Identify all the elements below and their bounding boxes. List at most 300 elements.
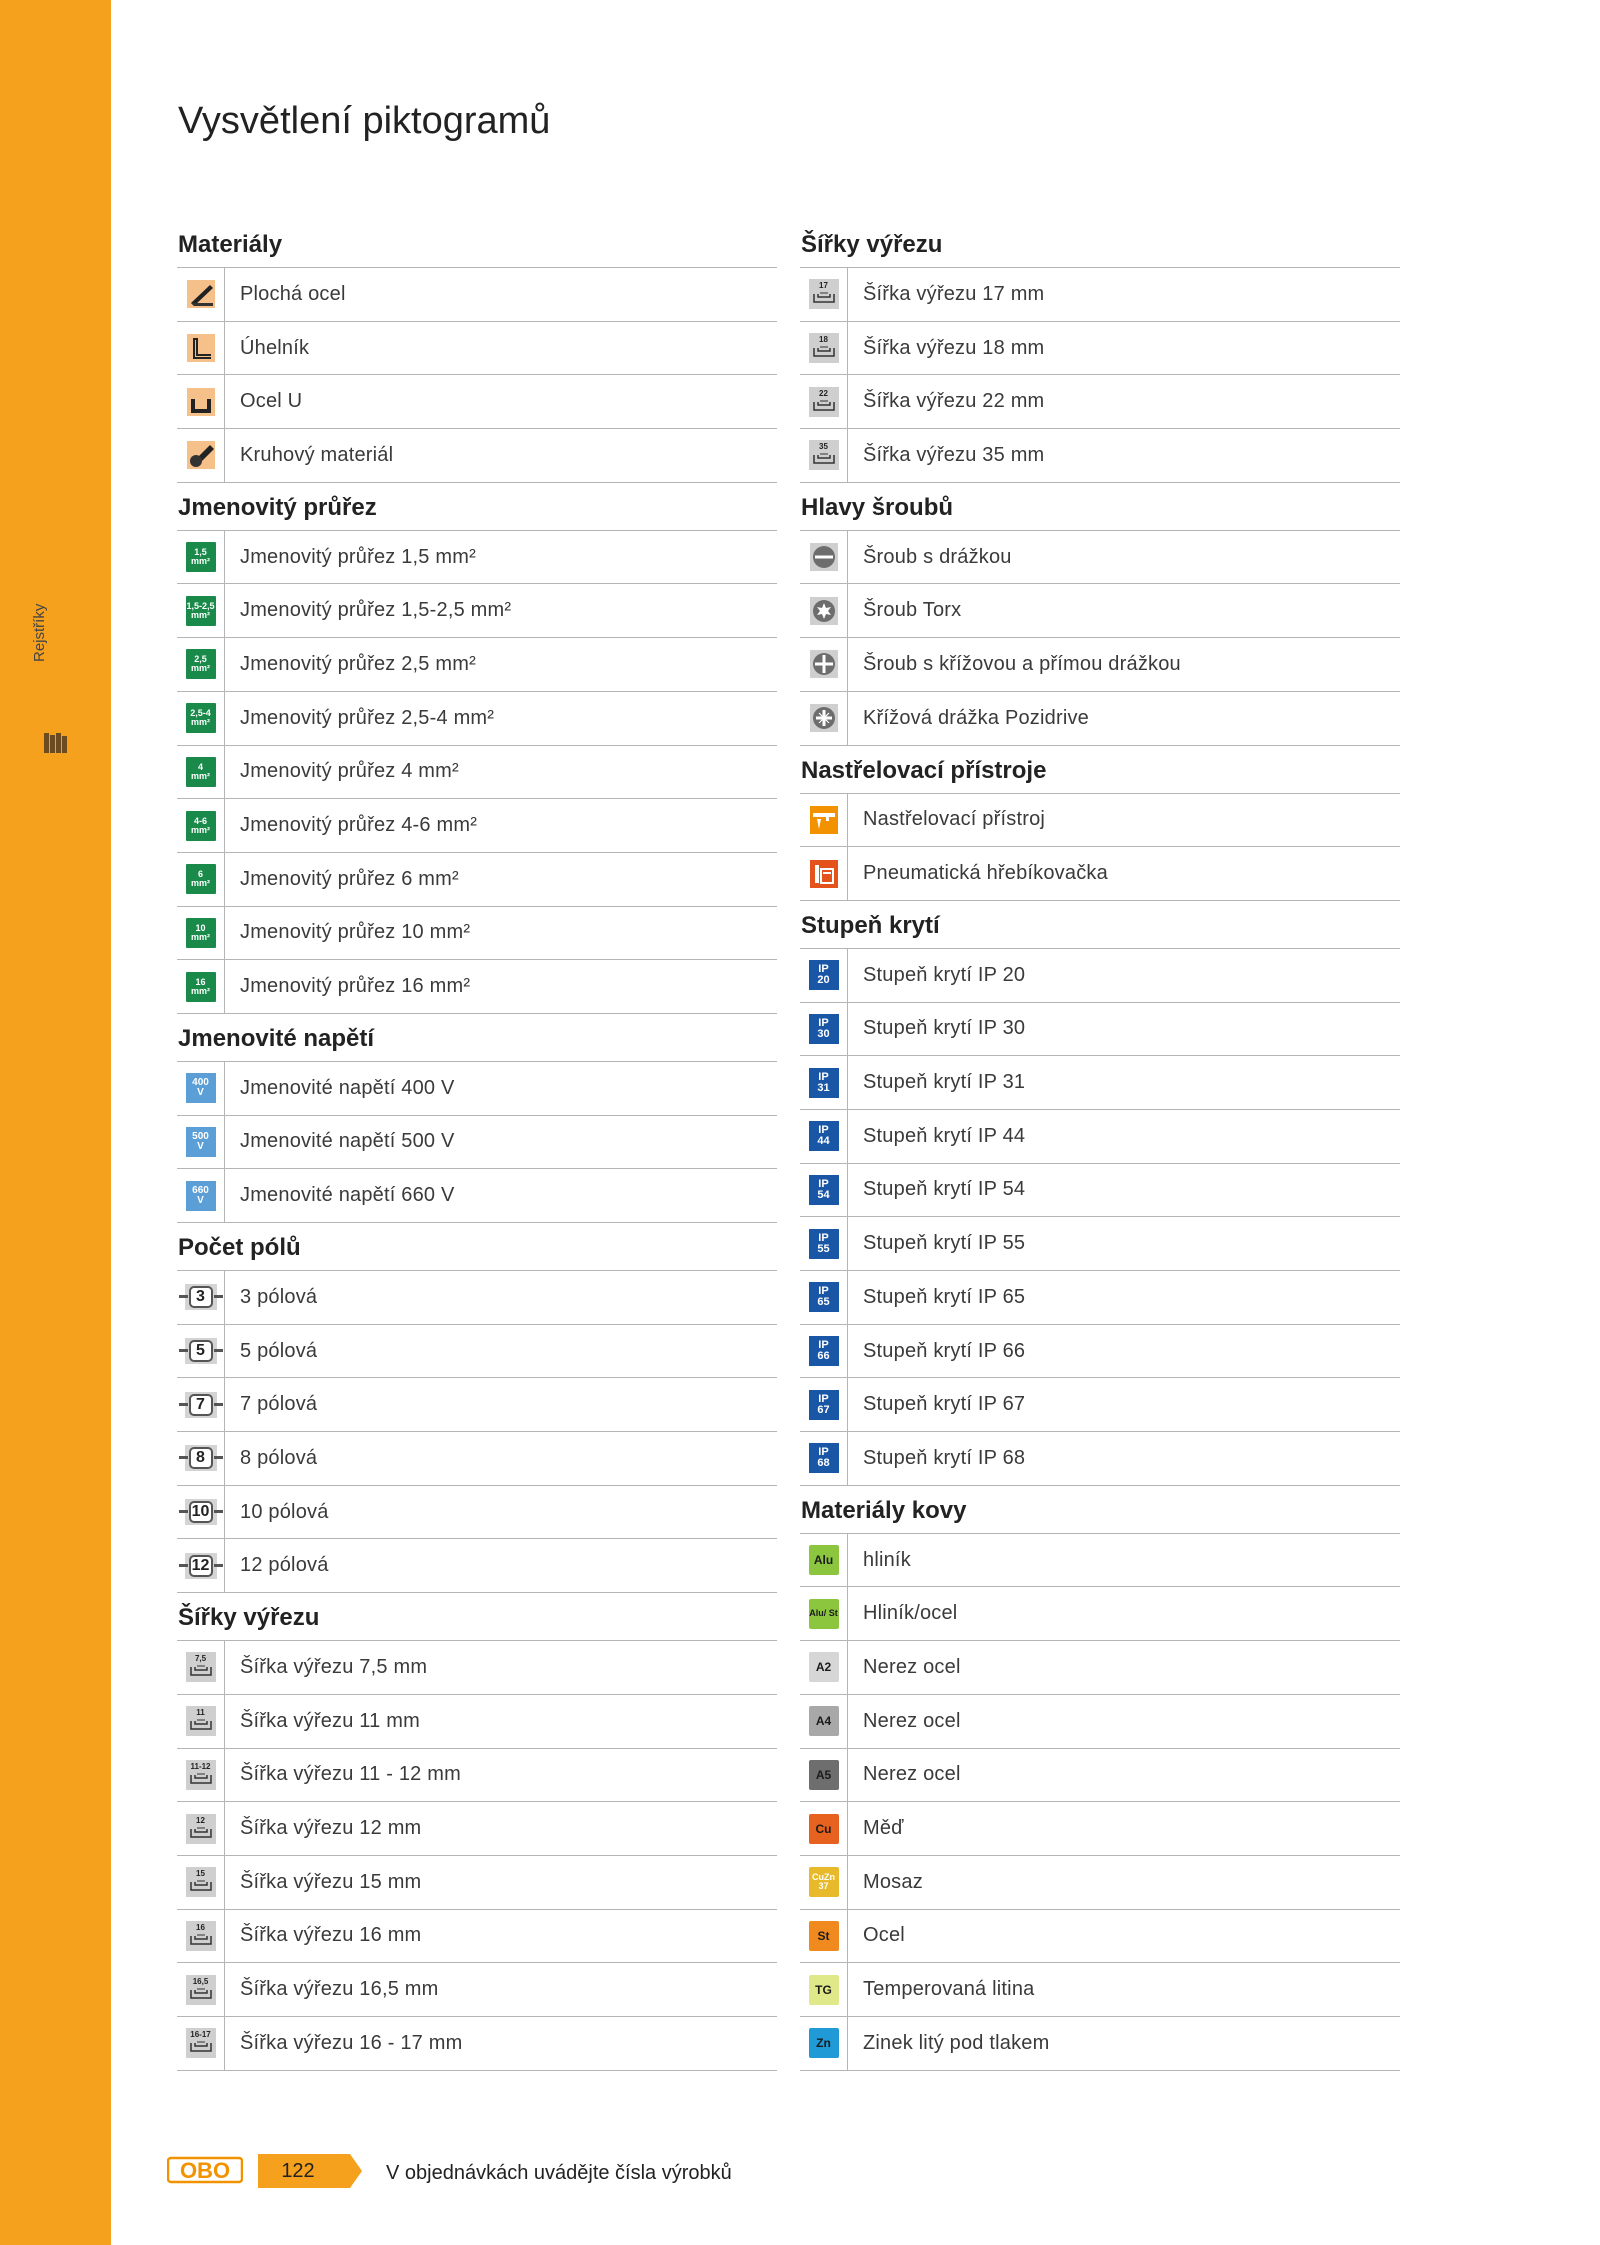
legend-row: [177, 1910, 777, 1964]
row-label: Šířka výřezu 11 mm: [240, 1709, 420, 1732]
legend-row: [177, 1749, 777, 1803]
row-label: 8 pólová: [240, 1446, 318, 1469]
icon-cell: [800, 1802, 848, 1855]
cross-section-icon: [186, 864, 216, 894]
row-label: Jmenovitý průřez 2,5-4 mm²: [240, 706, 495, 729]
cross-section-icon: [186, 542, 216, 572]
row-label: Šířka výřezu 18 mm: [863, 336, 1045, 359]
footer-note: V objednávkách uvádějte čísla výrobků: [386, 2162, 732, 2184]
cutout-shape-icon: [190, 1717, 212, 1735]
unit-mm2: mm²: [190, 609, 210, 620]
unit-mm2: mm²: [190, 770, 210, 781]
cutout-width-value: 35: [819, 442, 828, 452]
pole-count-value: 8: [196, 1449, 205, 1467]
row-label: Kruhový materiál: [240, 443, 394, 466]
legend-row: [800, 584, 1400, 638]
section-heading: Počet pólů: [177, 1223, 777, 1271]
cutout-width-value: 7,5: [194, 1654, 207, 1664]
icon-cell: [800, 1432, 848, 1485]
legend-row: [177, 907, 777, 961]
cutout-width-icon: [186, 1760, 216, 1790]
legend-row: [800, 531, 1400, 585]
cutout-width-icon: [809, 279, 839, 309]
cutout-width-icon: [186, 2028, 216, 2058]
cross-section-value: 1,5: [194, 547, 207, 558]
ip-rating-icon: [809, 1282, 839, 1312]
cutout-shape-icon: [813, 290, 835, 308]
row-label: Plochá ocel: [240, 282, 346, 305]
cutout-width-icon: [809, 387, 839, 417]
pole-count-icon: [179, 1497, 223, 1527]
legend-row: [177, 1539, 777, 1593]
section-heading: Šířky výřezu: [177, 1593, 777, 1641]
icon-cell: [800, 268, 848, 321]
legend-row: [177, 2017, 777, 2071]
legend-row: [800, 847, 1400, 901]
cross-section-value: 2,5: [194, 654, 207, 665]
ip-rating-icon: [809, 1014, 839, 1044]
section-heading: Jmenovité napětí: [177, 1014, 777, 1062]
legend-row: [800, 375, 1400, 429]
cutout-width-icon: [186, 1921, 216, 1951]
row-label: Šířka výřezu 16 mm: [240, 1924, 422, 1947]
row-label: 7 pólová: [240, 1393, 318, 1416]
voltage-icon: [186, 1127, 216, 1157]
legend-row: [800, 322, 1400, 376]
metal-icon: [809, 1760, 839, 1790]
row-label: Jmenovitý průřez 16 mm²: [240, 975, 471, 998]
legend-row: [177, 268, 777, 322]
row-label: Temperovaná litina: [863, 1978, 1035, 2001]
unit-volt: V: [197, 1194, 204, 1206]
cutout-width-icon: [186, 1706, 216, 1736]
voltage-value: 400: [192, 1077, 209, 1089]
logo-text: OBO: [179, 2158, 231, 2183]
icon-cell: [800, 375, 848, 428]
legend-row: [177, 1169, 777, 1223]
legend-row: [800, 1110, 1400, 1164]
row-label: Šroub Torx: [863, 599, 962, 622]
cutout-shape-icon: [190, 1825, 212, 1843]
row-label: 3 pólová: [240, 1285, 318, 1308]
row-label: Stupeň krytí IP 54: [863, 1178, 1026, 1201]
row-label: hliník: [863, 1548, 911, 1571]
row-label: Šířka výřezu 7,5 mm: [240, 1655, 428, 1678]
icon-cell: [177, 1641, 225, 1694]
cutout-width-icon: [186, 1867, 216, 1897]
ip-rating-icon: [809, 1390, 839, 1420]
icon-cell: [177, 268, 225, 321]
ip-value: 66: [817, 1350, 830, 1363]
cross-section-value: 6: [197, 869, 203, 880]
ip-value: 31: [817, 1081, 830, 1094]
legend-row: [800, 1587, 1400, 1641]
legend-row: [800, 692, 1400, 746]
row-label: Šířka výřezu 16,5 mm: [240, 1978, 439, 2001]
icon-cell: [177, 1856, 225, 1909]
unit-mm2: mm²: [190, 663, 210, 674]
ip-prefix: IP: [818, 1070, 829, 1083]
obo-logo: [167, 2155, 243, 2185]
ip-prefix: IP: [818, 1285, 829, 1298]
icon-cell: [800, 1856, 848, 1909]
voltage-icon: [186, 1073, 216, 1103]
icon-cell: [177, 1062, 225, 1115]
row-label: Stupeň krytí IP 66: [863, 1339, 1026, 1362]
legend-row: [800, 1378, 1400, 1432]
ip-value: 67: [817, 1403, 830, 1416]
cross-section-value: 16: [195, 976, 206, 987]
icon-cell: [177, 375, 225, 428]
row-label: Šířka výřezu 12 mm: [240, 1817, 422, 1840]
right-column: [800, 220, 1400, 2071]
icon-cell: [177, 1749, 225, 1802]
legend-row: [800, 1325, 1400, 1379]
ip-prefix: IP: [818, 1177, 829, 1190]
icon-cell: [177, 1486, 225, 1539]
voltage-value: 660: [192, 1184, 209, 1196]
row-label: Stupeň krytí IP 31: [863, 1071, 1026, 1094]
cutout-width-value: 15: [196, 1869, 205, 1879]
slotted-screw-icon: [809, 542, 839, 572]
row-label: Stupeň krytí IP 20: [863, 963, 1026, 986]
row-label: Nerez ocel: [863, 1655, 961, 1678]
row-label: Šířka výřezu 17 mm: [863, 282, 1045, 305]
pole-count-icon: [179, 1443, 223, 1473]
nail-gun-icon: [809, 805, 839, 835]
left-column: [177, 220, 777, 2071]
cross-section-value: 1,5-2,5: [186, 600, 215, 611]
icon-cell: [800, 531, 848, 584]
row-label: Ocel: [863, 1924, 905, 1947]
cross-section-icon: [186, 811, 216, 841]
legend-row: [177, 429, 777, 483]
row-label: Stupeň krytí IP 30: [863, 1017, 1026, 1040]
icon-cell: [800, 1695, 848, 1748]
cross-section-icon: [186, 972, 216, 1002]
ip-value: 20: [817, 974, 830, 987]
row-label: Stupeň krytí IP 55: [863, 1232, 1026, 1255]
cutout-shape-icon: [190, 1986, 212, 2004]
ip-rating-icon: [809, 960, 839, 990]
pole-count-value: 12: [191, 1556, 210, 1574]
legend-row: [177, 1641, 777, 1695]
icon-cell: [800, 1271, 848, 1324]
ip-prefix: IP: [818, 1446, 829, 1459]
metal-icon: [809, 1921, 839, 1951]
row-label: Stupeň krytí IP 65: [863, 1285, 1026, 1308]
row-label: Šířka výřezu 35 mm: [863, 443, 1045, 466]
metal-code: TG: [815, 1982, 832, 1997]
metal-code: Cu: [815, 1821, 832, 1836]
sidebar-label: Rejstříky: [31, 603, 48, 662]
row-label: Jmenovitý průřez 2,5 mm²: [240, 652, 476, 675]
metal-code: A2: [815, 1660, 832, 1675]
legend-row: [800, 1432, 1400, 1486]
icon-cell: [177, 907, 225, 960]
pole-count-value: 7: [196, 1395, 205, 1413]
section-heading: Materiály: [177, 220, 777, 268]
icon-cell: [177, 322, 225, 375]
icon-cell: [177, 692, 225, 745]
legend-row: [800, 1802, 1400, 1856]
legend-row: [177, 1062, 777, 1116]
cutout-width-value: 18: [819, 335, 828, 345]
icon-cell: [177, 1910, 225, 1963]
pole-count-icon: [179, 1336, 223, 1366]
icon-cell: [800, 692, 848, 745]
combi-screw-icon: [809, 649, 839, 679]
section-heading: Materiály kovy: [800, 1486, 1400, 1534]
row-label: Jmenovitý průřez 10 mm²: [240, 921, 471, 944]
cutout-width-value: 22: [819, 388, 828, 398]
icon-cell: [800, 429, 848, 482]
icon-cell: [177, 960, 225, 1013]
cutout-width-icon: [186, 1652, 216, 1682]
unit-mm2: mm²: [190, 824, 210, 835]
ip-rating-icon: [809, 1121, 839, 1151]
ip-prefix: IP: [818, 1231, 829, 1244]
page-title: Vysvětlení piktogramů: [178, 100, 551, 142]
sidebar-strip: [0, 0, 111, 2245]
legend-row: [800, 1856, 1400, 1910]
legend-row: [177, 322, 777, 376]
cutout-shape-icon: [190, 1878, 212, 1896]
legend-row: [177, 1802, 777, 1856]
icon-cell: [800, 1003, 848, 1056]
icon-cell: [800, 1056, 848, 1109]
ip-value: 44: [817, 1135, 830, 1148]
row-label: Jmenovitý průřez 6 mm²: [240, 867, 459, 890]
u-channel-icon: [186, 387, 216, 417]
metal-code: A4: [815, 1714, 832, 1729]
metal-code: CuZn 37: [812, 1872, 835, 1892]
icon-cell: [800, 794, 848, 847]
legend-row: [177, 1963, 777, 2017]
cutout-shape-icon: [190, 1663, 212, 1681]
icon-cell: [800, 949, 848, 1002]
cross-section-value: 2,5-4: [190, 708, 211, 719]
row-label: Zinek litý pod tlakem: [863, 2031, 1050, 2054]
legend-row: [177, 1378, 777, 1432]
icon-cell: [800, 2017, 848, 2070]
legend-row: [800, 1003, 1400, 1057]
icon-cell: [800, 1164, 848, 1217]
legend-row: [177, 1325, 777, 1379]
icon-cell: [177, 1378, 225, 1431]
metal-code: Alu/ St: [809, 1608, 838, 1619]
cross-section-icon: [186, 596, 216, 626]
icon-cell: [177, 2017, 225, 2070]
row-label: Křížová drážka Pozidrive: [863, 706, 1090, 729]
icon-cell: [800, 1217, 848, 1270]
voltage-icon: [186, 1181, 216, 1211]
cross-section-value: 4: [197, 761, 203, 772]
ip-prefix: IP: [818, 1339, 829, 1352]
row-label: Jmenovitý průřez 4 mm²: [240, 760, 459, 783]
pole-count-value: 3: [196, 1288, 205, 1306]
icon-cell: [800, 1749, 848, 1802]
ip-prefix: IP: [818, 963, 829, 976]
row-label: Šířka výřezu 16 - 17 mm: [240, 2031, 463, 2054]
icon-cell: [177, 1116, 225, 1169]
legend-row: [800, 794, 1400, 848]
ip-rating-icon: [809, 1336, 839, 1366]
icon-cell: [177, 429, 225, 482]
ip-rating-icon: [809, 1229, 839, 1259]
icon-cell: [177, 853, 225, 906]
cutout-width-value: 11-12: [190, 1761, 211, 1771]
legend-row: [800, 1749, 1400, 1803]
icon-cell: [177, 1169, 225, 1222]
legend-row: [177, 638, 777, 692]
ip-value: 65: [817, 1296, 830, 1309]
legend-row: [177, 1486, 777, 1540]
legend-row: [177, 375, 777, 429]
ip-value: 68: [817, 1457, 830, 1470]
icon-cell: [177, 799, 225, 852]
cross-section-icon: [186, 649, 216, 679]
unit-mm2: mm²: [190, 931, 210, 942]
books-icon: [44, 733, 68, 753]
legend-row: [800, 949, 1400, 1003]
row-label: Jmenovité napětí 400 V: [240, 1076, 455, 1099]
legend-row: [177, 1856, 777, 1910]
legend-row: [177, 692, 777, 746]
icon-cell: [177, 1802, 225, 1855]
metal-icon: [809, 1814, 839, 1844]
legend-row: [177, 1271, 777, 1325]
pole-count-value: 10: [191, 1503, 210, 1521]
legend-row: [177, 1432, 777, 1486]
icon-cell: [177, 1325, 225, 1378]
section-heading: Jmenovitý průřez: [177, 483, 777, 531]
unit-mm2: mm²: [190, 985, 210, 996]
cutout-width-icon: [809, 440, 839, 470]
ip-prefix: IP: [818, 1016, 829, 1029]
icon-cell: [177, 584, 225, 637]
cross-section-icon: [186, 703, 216, 733]
ip-rating-icon: [809, 1175, 839, 1205]
metal-icon: [809, 1867, 839, 1897]
icon-cell: [800, 847, 848, 900]
cutout-shape-icon: [190, 1932, 212, 1950]
icon-cell: [177, 746, 225, 799]
icon-cell: [800, 638, 848, 691]
cutout-width-value: 11: [196, 1708, 205, 1718]
row-label: Šroub s křížovou a přímou drážkou: [863, 652, 1181, 675]
legend-row: [800, 429, 1400, 483]
cross-section-value: 4-6: [193, 815, 207, 826]
legend-row: [177, 799, 777, 853]
icon-cell: [800, 322, 848, 375]
cutout-width-icon: [809, 333, 839, 363]
metal-code: St: [817, 1928, 830, 1943]
unit-volt: V: [197, 1087, 204, 1099]
section-heading: Šířky výřezu: [800, 220, 1400, 268]
row-label: 10 pólová: [240, 1500, 329, 1523]
cutout-width-icon: [186, 1814, 216, 1844]
cutout-shape-icon: [813, 451, 835, 469]
cutout-width-value: 17: [819, 281, 828, 291]
metal-icon: [809, 1706, 839, 1736]
metal-code: Zn: [816, 2036, 831, 2051]
row-label: Nastřelovací přístroj: [863, 808, 1046, 831]
metal-icon: [809, 2028, 839, 2058]
legend-row: [177, 960, 777, 1014]
cutout-width-value: 16,5: [192, 1976, 209, 1986]
legend-row: [800, 1271, 1400, 1325]
legend-row: [177, 1116, 777, 1170]
row-label: Hliník/ocel: [863, 1602, 958, 1625]
legend-row: [800, 268, 1400, 322]
metal-code: A5: [815, 1767, 832, 1782]
row-label: Stupeň krytí IP 68: [863, 1446, 1026, 1469]
unit-mm2: mm²: [190, 878, 210, 889]
row-label: Nerez ocel: [863, 1709, 961, 1732]
ip-value: 54: [817, 1188, 830, 1201]
icon-cell: [800, 1378, 848, 1431]
row-label: Úhelník: [240, 336, 310, 359]
cross-section-value: 10: [195, 922, 206, 933]
pole-count-icon: [179, 1282, 223, 1312]
section-heading: Nastřelovací přístroje: [800, 746, 1400, 794]
legend-row: [800, 1641, 1400, 1695]
cutout-shape-icon: [813, 398, 835, 416]
ip-prefix: IP: [818, 1124, 829, 1137]
legend-row: [177, 531, 777, 585]
unit-mm2: mm²: [190, 556, 210, 567]
icon-cell: [177, 1432, 225, 1485]
row-label: Nerez ocel: [863, 1763, 961, 1786]
cutout-shape-icon: [813, 344, 835, 362]
metal-code: Alu: [813, 1553, 834, 1568]
legend-row: [800, 1910, 1400, 1964]
row-label: Měď: [863, 1817, 904, 1840]
legend-row: [800, 1217, 1400, 1271]
row-label: 5 pólová: [240, 1339, 318, 1362]
voltage-value: 500: [192, 1130, 209, 1142]
ip-rating-icon: [809, 1068, 839, 1098]
icon-cell: [800, 584, 848, 637]
icon-cell: [800, 1110, 848, 1163]
legend-row: [800, 1534, 1400, 1588]
icon-cell: [177, 531, 225, 584]
icon-cell: [800, 1325, 848, 1378]
icon-cell: [177, 638, 225, 691]
pole-count-value: 5: [196, 1342, 205, 1360]
cutout-width-value: 12: [196, 1815, 205, 1825]
legend-row: [800, 1963, 1400, 2017]
cross-section-icon: [186, 757, 216, 787]
row-label: Mosaz: [863, 1870, 923, 1893]
legend-row: [177, 584, 777, 638]
icon-cell: [177, 1963, 225, 2016]
icon-cell: [800, 1910, 848, 1963]
legend-row: [800, 1695, 1400, 1749]
pneumatic-nailer-icon: [809, 859, 839, 889]
metal-icon: [809, 1545, 839, 1575]
flat-steel-icon: [186, 279, 216, 309]
metal-icon: [809, 1652, 839, 1682]
pozidrive-screw-icon: [809, 703, 839, 733]
row-label: Pneumatická hřebíkovačka: [863, 862, 1108, 885]
pole-count-icon: [179, 1551, 223, 1581]
unit-mm2: mm²: [190, 717, 210, 728]
legend-row: [177, 853, 777, 907]
row-label: Jmenovité napětí 660 V: [240, 1184, 455, 1207]
torx-screw-icon: [809, 596, 839, 626]
